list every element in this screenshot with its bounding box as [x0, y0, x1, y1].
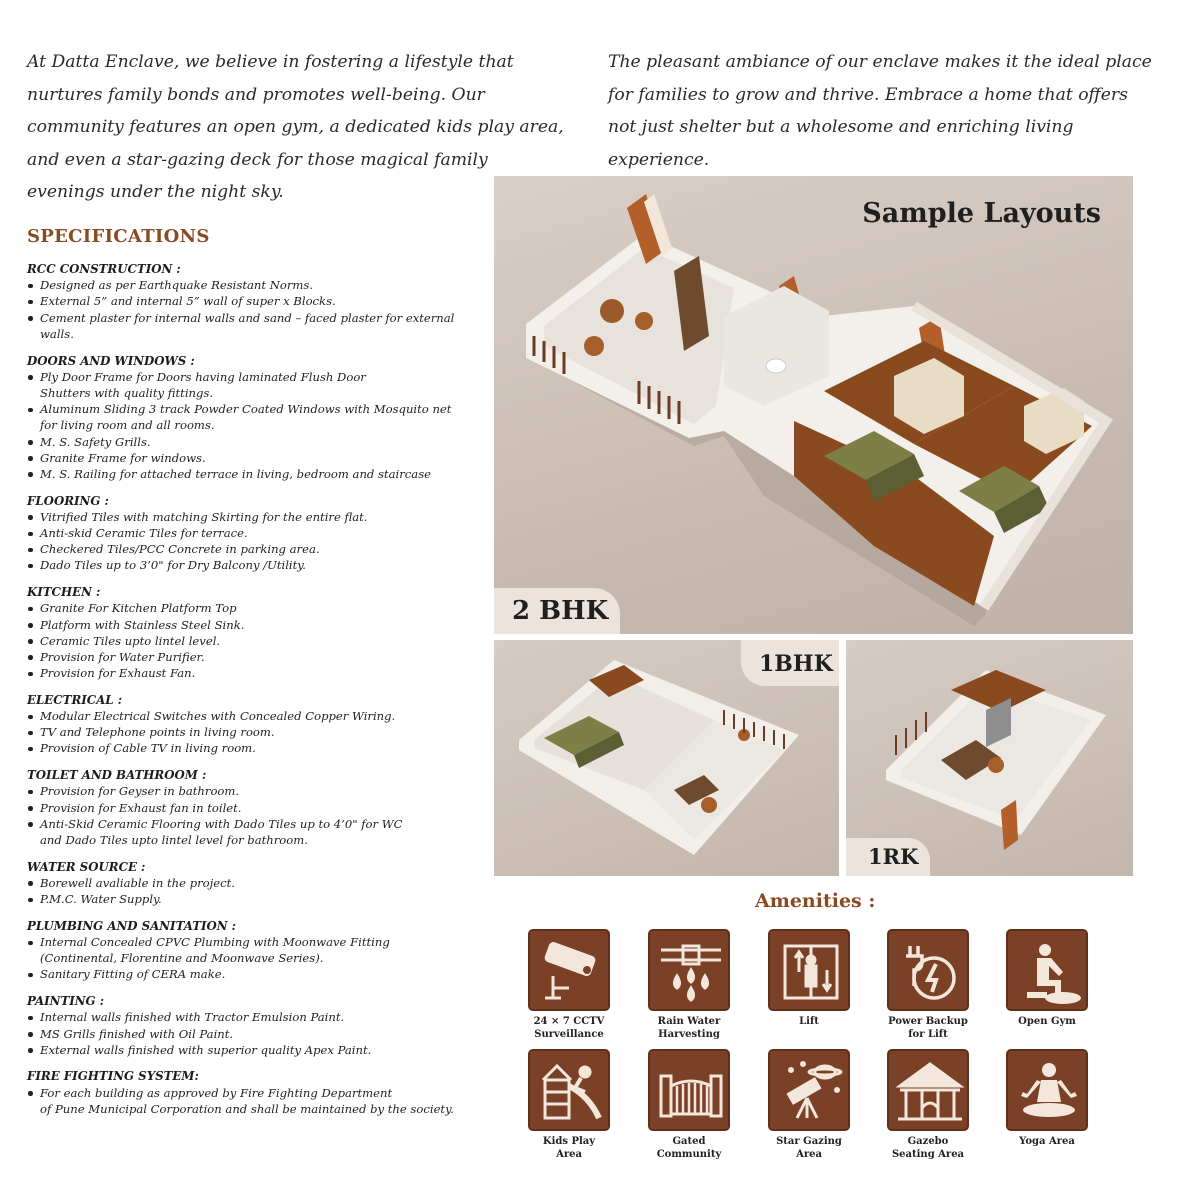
- spec-item: [27, 434, 487, 450]
- spec-heading: KITCHEN :: [27, 585, 101, 600]
- spec-item-text: Borewell avaliable in the project.: [40, 875, 235, 890]
- spec-section: [27, 692, 487, 757]
- spec-item-text: of Pune Municipal Corporation and shall be maintained by the society.: [40, 1101, 454, 1116]
- intro-right-paragraph: The pleasant ambiance of our enclave makes it the ideal place for families to grow and thrive. Embrace a home that offers not just shelter but a wholesome and enriching living experience.: [608, 52, 1152, 170]
- spec-section: [27, 353, 487, 483]
- intro-left-paragraph: At Datta Enclave, we believe in fostering a lifestyle that nurtures family bonds and promotes well-being. Our community features an open gym, a dedicated kids play area, and even a star-gazing deck for those magical family evenings under the night sky.: [27, 52, 564, 202]
- amenity-label: Star Gazing Area: [776, 1136, 842, 1160]
- spec-item-text: Checkered Tiles/PCC Concrete in parking area.: [40, 542, 320, 557]
- spec-item: [27, 557, 487, 573]
- spec-item: [27, 1085, 487, 1117]
- spec-section: [27, 261, 487, 342]
- spec-item: [27, 966, 487, 982]
- amenity-power-backup: [868, 929, 988, 1041]
- yoga-icon: [1006, 1049, 1088, 1131]
- spec-item-text: and Dado Tiles upto lintel level for bathroom.: [40, 833, 308, 847]
- gazebo-icon: [887, 1049, 969, 1131]
- spec-item: [27, 783, 487, 799]
- tag-2bhk: 2 BHK: [494, 588, 620, 634]
- sample-layouts-title: Sample Layouts: [862, 198, 1101, 229]
- amenity-rain-water: [629, 929, 749, 1041]
- spec-item-text: Ceramic Tiles upto lintel level.: [40, 633, 221, 648]
- spec-item-text: Ply Door Frame for Doors having laminated Flush Door: [40, 369, 366, 384]
- tag-1bhk: 1BHK: [741, 640, 839, 686]
- layout-1bhk-panel: [494, 640, 839, 876]
- gym-icon: [1006, 929, 1088, 1011]
- spec-section: [27, 993, 487, 1058]
- rain-water-icon: [648, 929, 730, 1011]
- spec-item: [27, 369, 487, 401]
- amenity-kids-play: [509, 1049, 629, 1161]
- amenity-label: Kids Play Area: [542, 1136, 596, 1160]
- gate-icon: [648, 1049, 730, 1131]
- spec-item-text: Granite For Kitchen Platform Top: [40, 601, 237, 616]
- kids-play-icon: [528, 1049, 610, 1131]
- spec-item-text: Vitrified Tiles with matching Skirting for the entire flat.: [40, 509, 368, 524]
- amenity-label: Yoga Area: [1019, 1136, 1075, 1147]
- layout-2bhk-panel: [494, 176, 1133, 634]
- spec-item-text: Cement plaster for internal walls and sand – faced plaster for external walls.: [40, 310, 455, 341]
- spec-item-text: Provision for Exhaust fan in toilet.: [40, 800, 242, 815]
- spec-item-text: M. S. Safety Grills.: [40, 434, 151, 449]
- spec-item: [27, 708, 487, 724]
- spec-heading: RCC CONSTRUCTION :: [27, 262, 181, 276]
- spec-item: [27, 934, 487, 966]
- spec-heading: FLOORING :: [27, 493, 109, 508]
- spec-item: [27, 277, 487, 293]
- spec-heading: FIRE FIGHTING SYSTEM:: [27, 1069, 199, 1084]
- spec-item-text: P.M.C. Water Supply.: [40, 892, 162, 907]
- spec-item-text: Internal Concealed CPVC Plumbing with Moonwave Fitting: [40, 935, 390, 950]
- spec-item: [27, 633, 487, 649]
- amenity-lift: [749, 929, 869, 1029]
- amenity-cctv: [509, 929, 629, 1041]
- specifications-list: [27, 261, 487, 1128]
- spec-item-text: M. S. Railing for attached terrace in living, bedroom and staircase: [40, 466, 432, 481]
- amenities-title: Amenities :: [755, 890, 876, 912]
- spec-item-text: Anti-skid Ceramic Tiles for terrace.: [40, 526, 248, 541]
- spec-item: [27, 541, 487, 557]
- amenity-open-gym: [987, 929, 1107, 1029]
- spec-section: [27, 493, 487, 574]
- spec-item: [27, 466, 487, 482]
- floor-plan-2bhk-illustration: [494, 176, 1133, 634]
- spec-item-text: External walls finished with superior quality Apex Paint.: [40, 1042, 372, 1057]
- spec-heading: PAINTING :: [27, 994, 105, 1009]
- spec-item-text: Sanitary Fitting of CERA make.: [40, 967, 226, 982]
- spec-item: [27, 525, 487, 541]
- spec-item: [27, 509, 487, 525]
- spec-item-text: Provision for Water Purifier.: [40, 649, 205, 664]
- spec-item-text: TV and Telephone points in living room.: [40, 725, 275, 740]
- spec-item-text: MS Grills finished with Oil Paint.: [40, 1026, 234, 1041]
- amenity-yoga: [987, 1049, 1107, 1149]
- spec-item: [27, 724, 487, 740]
- spec-item: [27, 293, 487, 309]
- spec-item-text: Provision for Exhaust Fan.: [40, 666, 196, 681]
- spec-item: [27, 1026, 487, 1042]
- spec-heading: TOILET AND BATHROOM :: [27, 768, 207, 783]
- spec-item: [27, 875, 487, 891]
- spec-item: [27, 665, 487, 681]
- spec-item: [27, 600, 487, 616]
- spec-item-text: for living room and all rooms.: [40, 418, 215, 433]
- amenity-label: Lift: [799, 1016, 819, 1027]
- spec-item-text: For each building as approved by Fire Fighting Department: [40, 1085, 393, 1100]
- spec-item-text: Dado Tiles up to 3’0" for Dry Balcony /Utility.: [40, 558, 306, 573]
- lift-icon: [768, 929, 850, 1011]
- spec-item: [27, 401, 487, 433]
- spec-item-text: Granite Frame for windows.: [40, 450, 206, 465]
- amenity-label: Rain Water Harvesting: [657, 1016, 721, 1040]
- spec-item-text: Aluminum Sliding 3 track Powder Coated Windows with Mosquito net: [40, 402, 452, 417]
- spec-section: [27, 1068, 487, 1117]
- spec-item: [27, 1042, 487, 1058]
- telescope-icon: [768, 1049, 850, 1131]
- amenity-gated: [629, 1049, 749, 1161]
- spec-section: [27, 584, 487, 681]
- spec-item-text: Shutters with quality fittings.: [40, 385, 214, 400]
- spec-section: [27, 918, 487, 983]
- spec-item: [27, 617, 487, 633]
- amenity-star-gazing: [749, 1049, 869, 1161]
- spec-item-text: External 5” and internal 5” wall of super x Blocks.: [40, 294, 336, 309]
- spec-item: [27, 891, 487, 907]
- spec-item: [27, 740, 487, 756]
- layout-1rk-panel: [846, 640, 1133, 876]
- spec-item: [27, 649, 487, 665]
- amenity-label: Open Gym: [1018, 1016, 1076, 1027]
- spec-heading: ELECTRICAL :: [27, 692, 123, 707]
- spec-item: [27, 450, 487, 466]
- spec-item: [27, 310, 487, 342]
- amenity-label: Power Backup for Lift: [888, 1016, 968, 1040]
- spec-item: [27, 816, 487, 848]
- amenity-label: 24 × 7 CCTV Surveillance: [533, 1016, 605, 1040]
- spec-section: [27, 767, 487, 848]
- power-backup-icon: [887, 929, 969, 1011]
- spec-item-text: Anti-Skid Ceramic Flooring with Dado Tiles up to 4’0" for WC: [40, 816, 403, 831]
- amenity-gazebo: [868, 1049, 988, 1161]
- spec-heading: PLUMBING AND SANITATION :: [27, 918, 237, 933]
- spec-item-text: Modular Electrical Switches with Concealed Copper Wiring.: [40, 709, 396, 724]
- spec-item-text: Designed as per Earthquake Resistant Norms.: [40, 278, 314, 293]
- spec-heading: WATER SOURCE :: [27, 859, 146, 874]
- spec-item: [27, 800, 487, 816]
- tag-1rk: 1RK: [846, 838, 930, 876]
- spec-item-text: Platform with Stainless Steel Sink.: [40, 617, 245, 632]
- spec-item: [27, 1009, 487, 1025]
- cctv-icon: [528, 929, 610, 1011]
- spec-section: [27, 859, 487, 908]
- spec-item-text: Provision of Cable TV in living room.: [40, 741, 256, 756]
- spec-heading: DOORS AND WINDOWS :: [27, 353, 195, 368]
- spec-item-text: Internal walls finished with Tractor Emulsion Paint.: [40, 1010, 345, 1025]
- specifications-title: SPECIFICATIONS: [27, 226, 210, 247]
- amenity-label: Gated Community: [656, 1136, 722, 1160]
- amenity-label: Gazebo Seating Area: [891, 1136, 965, 1160]
- spec-item-text: Provision for Geyser in bathroom.: [40, 784, 240, 799]
- spec-item-text: (Continental, Florentine and Moonwave Series).: [40, 951, 324, 966]
